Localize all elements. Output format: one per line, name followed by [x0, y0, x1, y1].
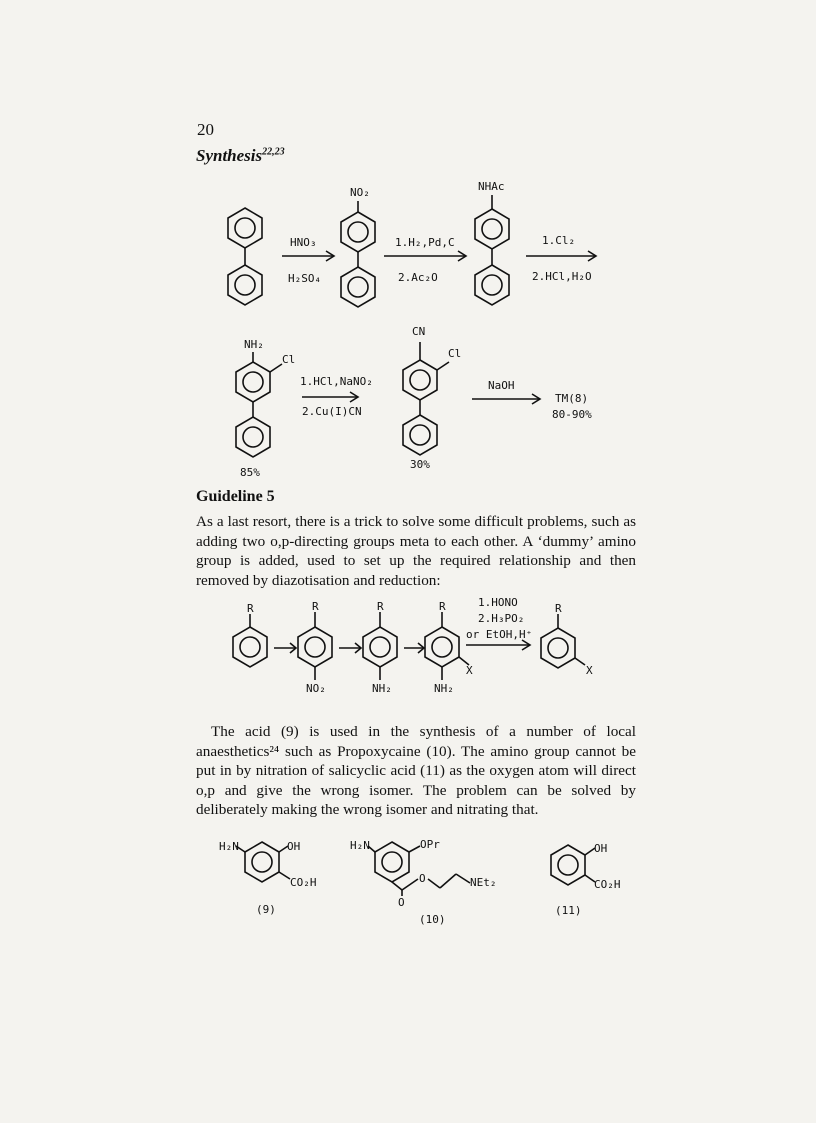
c10-h2n: H₂N: [350, 839, 370, 852]
compound-9-structure: [236, 842, 290, 882]
step4-bottom: 2.Cu(I)CN: [302, 405, 362, 418]
heading-refs: 22,23: [262, 146, 285, 158]
step2-bottom: 2.Ac₂O: [398, 271, 438, 284]
cn-label: CN: [412, 325, 426, 338]
step3-top: 1.Cl₂: [542, 234, 576, 247]
guideline-text: As a last resort, there is a trick to solve some difficult problems, such as adding two o,p-directing groups meta to each other. A ‘dummy’ amino group is added, used to set up the required relationship and then removed by diazotisation and reduction:: [196, 513, 636, 589]
cyano-chloro-biphenyl: [403, 342, 449, 455]
scheme2-ring2: [298, 612, 332, 680]
c9-co2h: CO₂H: [290, 876, 317, 889]
product-label: TM(8): [555, 392, 589, 405]
c10-opr: OPr: [420, 838, 440, 851]
cond2: 2.H₃PO₂: [478, 612, 525, 625]
amine-label: NH₂: [244, 338, 264, 351]
scheme2-ring1: [233, 614, 267, 667]
step1-bottom: H₂SO₄: [288, 272, 322, 285]
nhac-label: NHAc: [478, 180, 505, 193]
yield-30: 30%: [410, 458, 430, 471]
r-label-1: R: [247, 602, 254, 615]
r-label-5: R: [555, 602, 562, 615]
step5-top: NaOH: [488, 379, 515, 392]
scheme2-ring5: [541, 614, 585, 668]
step1-top: HNO₃: [290, 236, 317, 249]
cond3: or EtOH,H⁺: [466, 628, 533, 641]
biphenyl-1: [228, 208, 262, 305]
page-number: 20: [197, 120, 214, 139]
step2-top: 1.H₂,Pd,C: [395, 236, 455, 249]
nh2-label-2: NH₂: [434, 682, 454, 695]
c9-h2n: H₂N: [219, 840, 239, 853]
scheme2-ring3: [363, 612, 397, 680]
guideline-title: Guideline 5: [196, 488, 275, 505]
acetamidobiphenyl: [475, 195, 509, 305]
scheme2-ring4: [425, 612, 469, 680]
yield-85: 85%: [240, 466, 260, 479]
r-label-4: R: [439, 600, 446, 613]
c11-label: (11): [555, 904, 582, 917]
nitrobiphenyl: [341, 201, 375, 307]
c10-o-ester: O: [419, 872, 426, 885]
c10-net2: NEt₂: [470, 876, 497, 889]
r-label-3: R: [377, 600, 384, 613]
r-label-2: R: [312, 600, 319, 613]
c9-label: (9): [256, 903, 276, 916]
step3-bottom: 2.HCl,H₂O: [532, 270, 592, 283]
cond1: 1.HONO: [478, 596, 518, 609]
c10-o-carbonyl: O: [398, 896, 405, 909]
c9-oh: OH: [287, 840, 301, 853]
compound-11-structure: [551, 845, 595, 885]
cl-label-2: Cl: [448, 347, 462, 360]
step4-top: 1.HCl,NaNO₂: [300, 375, 373, 388]
amino-chloro-biphenyl: [236, 352, 282, 457]
product-yield: 80-90%: [552, 408, 592, 421]
x-label-2: X: [586, 664, 593, 677]
heading-text: Synthesis: [196, 146, 263, 165]
c10-label: (10): [419, 913, 446, 926]
nitro-label: NO₂: [350, 186, 370, 199]
x-label-1: X: [466, 664, 473, 677]
no2-label: NO₂: [306, 682, 326, 695]
paragraph-2: The acid (9) is used in the synthesis of a number of local anaesthetics²⁴ such as Propoxycaine (10). The amino group cannot be put in by nitration of salicyclic acid (11) as the oxygen atom will direct o,p and give the wrong isomer. The problem can be solved by deliberately making the wrong isomer and nitrating that.: [196, 723, 636, 818]
nh2-label-1: NH₂: [372, 682, 392, 695]
c11-co2h: CO₂H: [594, 878, 621, 891]
c11-oh: OH: [594, 842, 608, 855]
cl-label-1: Cl: [282, 353, 296, 366]
compound-10-structure: [368, 842, 470, 896]
